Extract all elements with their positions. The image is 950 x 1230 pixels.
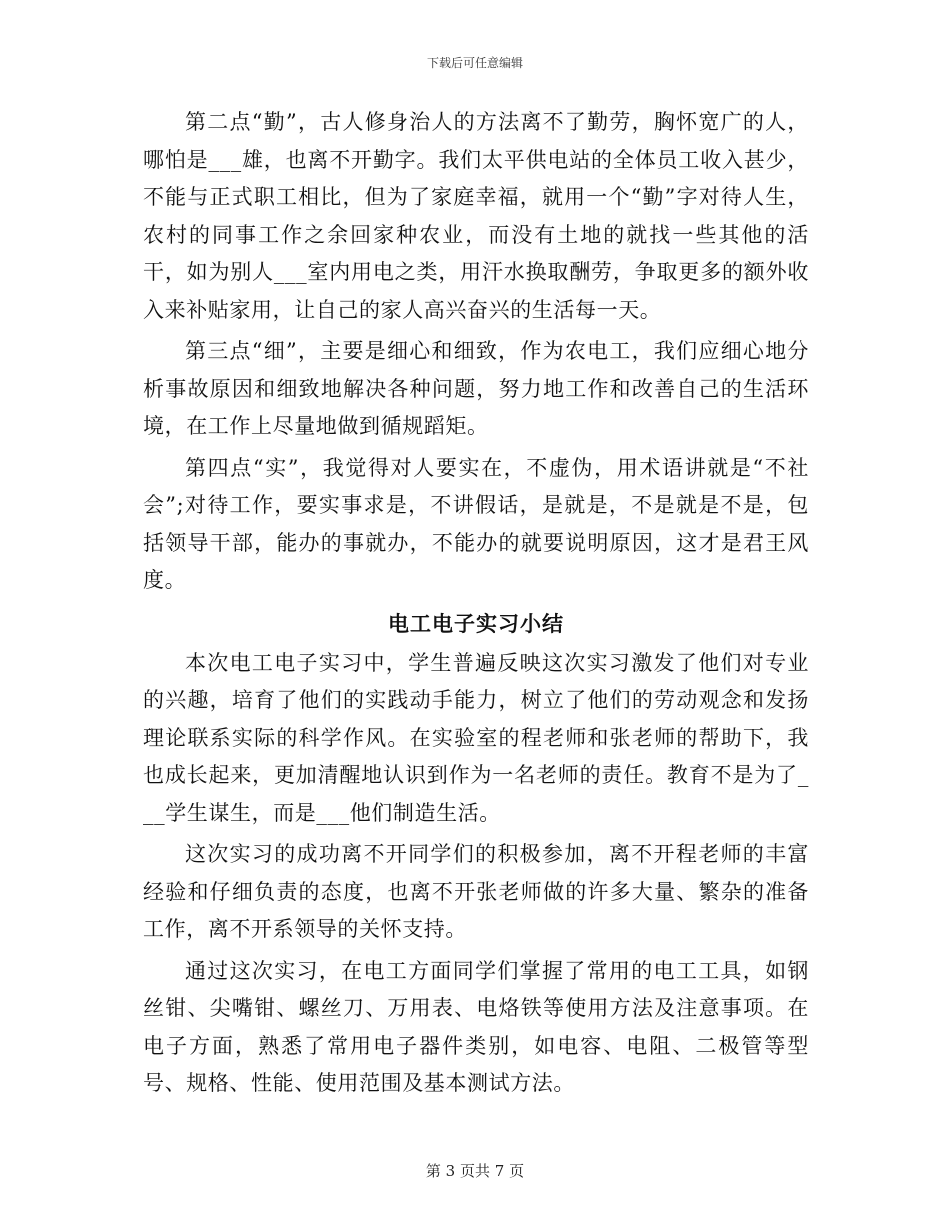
paragraph-acknowledgement: 这次实习的成功离不开同学们的积极参加，离不开程老师的丰富经验和仔细负责的态度，也离不开张老师做的许多大量、繁杂的准备工作，离不开系领导的关怀支持。 (143, 842, 809, 941)
page-header: 下载后可任意编辑 (426, 56, 523, 70)
paragraph-internship-summary: 本次电工电子实习中，学生普遍反映这次实习激发了他们对专业的兴趣，培育了他们的实践动手能力，树立了他们的劳动观念和发扬理论联系实际的科学作风。在实验室的程老师和张老师的帮助下，我也成长起来，更加清醒地认识到作为一名老师的责任。教育不是为了___学生谋生，而是___他们制造生活。 (143, 650, 809, 825)
paragraph-skills-learned: 通过这次实习，在电工方面同学们掌握了常用的电工工具，如钢丝钳、尖嘴钳、螺丝刀、万用表、电烙铁等使用方法及注意事项。在电子方面，熟悉了常用电子器件类别，如电容、电阻、二极管等型号、规格、性能、使用范围及基本测试方法。 (143, 958, 809, 1095)
paragraph-carefulness: 第三点“细”，主要是细心和细致，作为农电工，我们应细心地分析事故原因和细致地解决各种问题，努力地工作和改善自己的生活环境，在工作上尽量地做到循规蹈矩。 (143, 339, 809, 438)
document-body (143, 104, 809, 1107)
page-footer: 第 3 页共 7 页 (425, 1162, 525, 1180)
paragraph-sincerity: 第四点“实”，我觉得对人要实在，不虚伪，用术语讲就是“不社会”;对待工作，要实事求是，不讲假话，是就是，不是就是不是，包括领导干部，能办的事就办，不能办的就要说明原因，这才是君王风度。 (143, 455, 809, 592)
paragraph-diligence: 第二点“勤”，古人修身治人的方法离不了勤劳，胸怀宽广的人，哪怕是___雄，也离不开勤字。我们太平供电站的全体员工收入甚少，不能与正式职工相比，但为了家庭幸福，就用一个“勤”字对待人生，农村的同事工作之余回家种农业，而没有土地的就找一些其他的活干，如为别人___室内用电之类，用汗水换取酬劳，争取更多的额外收入来补贴家用，让自己的家人高兴奋兴的生活每一天。 (143, 110, 809, 322)
section-heading: 电工电子实习小结 (388, 611, 564, 636)
